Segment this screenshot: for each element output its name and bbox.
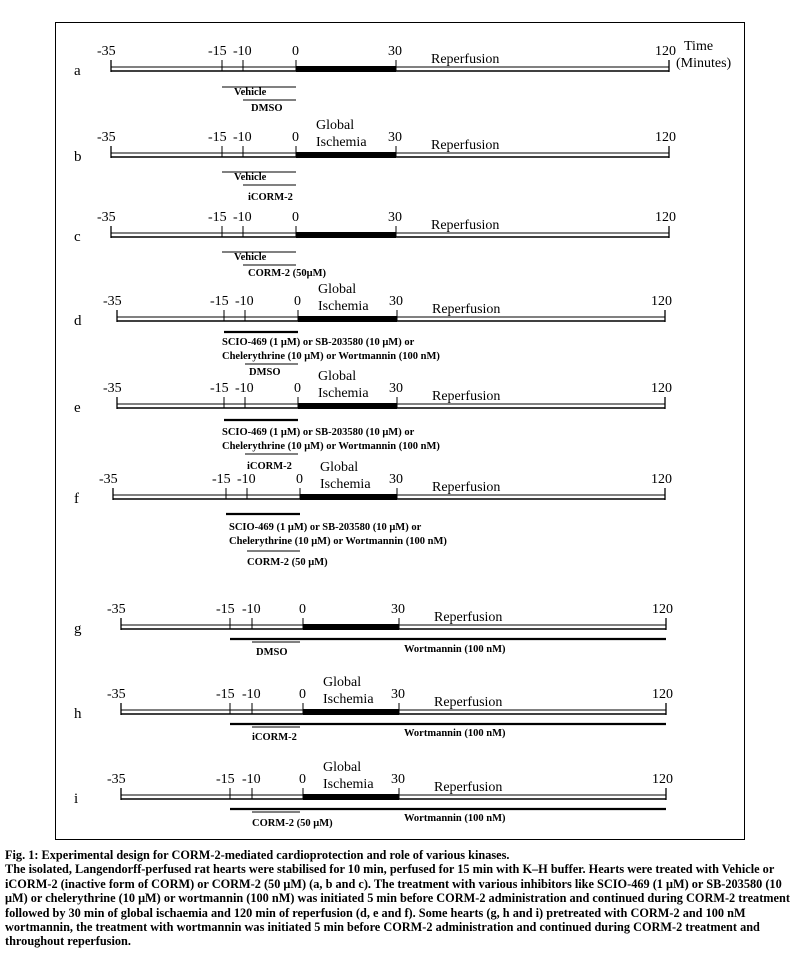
treatment-label-b-1: Vehicle — [234, 172, 267, 183]
treatment-label-a-3: DMSO — [251, 103, 283, 114]
ischemia-bar-g — [303, 624, 399, 630]
reperfusion-label-f: Reperfusion — [432, 480, 501, 495]
caption-title: Fig. 1: Experimental design for CORM-2-mediated cardioprotection and role of various kinases. — [5, 848, 510, 862]
reperfusion-label-g: Reperfusion — [434, 610, 503, 625]
ischemia-label-2-i: Ischemia — [323, 777, 374, 792]
reperfusion-label-a: Reperfusion — [431, 52, 500, 67]
treatment-label-f-4: CORM-2 (50 μM) — [247, 557, 328, 568]
tick-label-a-1: -15 — [208, 44, 227, 59]
tick-label-a-0: -35 — [97, 44, 116, 59]
ischemia-bar-e — [298, 403, 397, 409]
ischemia-bar-i — [303, 794, 399, 800]
row-letter-i: i — [74, 791, 79, 807]
treatment-label-i-2: Wortmannin (100 nM) — [404, 813, 506, 824]
tick-label-h-1: -15 — [216, 687, 235, 702]
tick-label-a-4: 30 — [388, 44, 402, 59]
ischemia-bar-h — [303, 709, 399, 715]
time-axis-label: Time — [684, 39, 714, 54]
row-letter-f: f — [74, 491, 79, 507]
treatment-label-i-1: CORM-2 (50 μM) — [252, 818, 333, 829]
tick-label-i-4: 30 — [391, 772, 405, 787]
treatment-label-g-2: Wortmannin (100 nM) — [404, 644, 506, 655]
tick-label-f-1: -15 — [212, 472, 231, 487]
tick-label-g-4: 30 — [391, 602, 405, 617]
tick-label-f-4: 30 — [389, 472, 403, 487]
row-letter-h: h — [74, 706, 82, 722]
ischemia-label-2-h: Ischemia — [323, 692, 374, 707]
timeline-diagram — [56, 23, 746, 841]
time-axis-unit: (Minutes) — [676, 56, 732, 71]
figure-frame — [55, 22, 745, 840]
tick-label-c-2: -10 — [233, 210, 252, 225]
ischemia-label-2-f: Ischemia — [320, 477, 371, 492]
ischemia-bar-d — [298, 316, 397, 322]
tick-label-f-0: -35 — [99, 472, 118, 487]
treatment-label-e-1: SCIO-469 (1 μM) or SB-203580 (10 μM) or — [222, 427, 415, 438]
tick-label-c-3: 0 — [292, 210, 299, 225]
row-letter-b: b — [74, 149, 82, 165]
ischemia-bar-b — [296, 152, 396, 158]
tick-label-d-2: -10 — [235, 294, 254, 309]
tick-label-b-1: -15 — [208, 130, 227, 145]
tick-label-b-0: -35 — [97, 130, 116, 145]
tick-label-i-3: 0 — [299, 772, 306, 787]
treatment-label-e-4: iCORM-2 — [247, 461, 292, 472]
figure-caption — [5, 848, 799, 949]
tick-label-h-2: -10 — [242, 687, 261, 702]
tick-label-i-1: -15 — [216, 772, 235, 787]
ischemia-label-1-d: Global — [318, 282, 357, 297]
reperfusion-label-h: Reperfusion — [434, 695, 503, 710]
ischemia-label-1-i: Global — [323, 760, 362, 775]
treatment-label-f-1: SCIO-469 (1 μM) or SB-203580 (10 μM) or — [229, 522, 422, 533]
treatment-label-d-2: Chelerythrine (10 μM) or Wortmannin (100 nM) — [222, 351, 440, 362]
ischemia-label-1-f: Global — [320, 460, 359, 475]
tick-label-c-1: -15 — [208, 210, 227, 225]
tick-label-d-3: 0 — [294, 294, 301, 309]
treatment-label-c-1: Vehicle — [234, 252, 267, 263]
treatment-label-b-3: iCORM-2 — [248, 192, 293, 203]
reperfusion-label-b: Reperfusion — [431, 138, 500, 153]
tick-label-h-3: 0 — [299, 687, 306, 702]
tick-label-f-3: 0 — [296, 472, 303, 487]
tick-label-b-4: 30 — [388, 130, 402, 145]
tick-label-h-4: 30 — [391, 687, 405, 702]
tick-label-g-2: -10 — [242, 602, 261, 617]
reperfusion-label-d: Reperfusion — [432, 302, 501, 317]
tick-label-d-1: -15 — [210, 294, 229, 309]
tick-label-i-0: -35 — [107, 772, 126, 787]
reperfusion-label-e: Reperfusion — [432, 389, 501, 404]
tick-label-d-4: 30 — [389, 294, 403, 309]
row-letter-d: d — [74, 313, 82, 329]
ischemia-label-1-b: Global — [316, 118, 355, 133]
tick-label-e-4: 30 — [389, 381, 403, 396]
treatment-label-f-2: Chelerythrine (10 μM) or Wortmannin (100 nM) — [229, 536, 447, 547]
tick-label-e-3: 0 — [294, 381, 301, 396]
row-letter-a: a — [74, 63, 81, 79]
tick-label-f-5: 120 — [651, 472, 672, 487]
treatment-label-h-2: Wortmannin (100 nM) — [404, 728, 506, 739]
tick-label-a-2: -10 — [233, 44, 252, 59]
row-letter-e: e — [74, 400, 81, 416]
row-letter-g: g — [74, 621, 82, 637]
ischemia-bar-a — [296, 66, 396, 72]
tick-label-h-5: 120 — [652, 687, 673, 702]
caption-body: The isolated, Langendorff-perfused rat hearts were stabilised for 10 min, perfused for 15 min with K–H buffer. Hearts were treated with Vehicle or iCORM-2 (inactive form of CORM) or CORM-2 (50 μM) (a, b and c). The treatment with various inhibitors like SCIO-469 (1 μM) or SB-203580 (10 μM) or chelerythrine (10 μM) or wortmannin (100 nM) was initiated 5 min before CORM-2 administration and continued during CORM-2 treatment followed by 30 min of global ischaemia and 120 min of reperfusion (d, e and f). Some hearts (g, h and i) pretreated with CORM-2 and 100 nM wortmannin, the treatment with wortmannin was initiated 5 min before CORM-2 administration and continued during CORM-2 treatment and throughout reperfusion. — [5, 862, 790, 949]
tick-label-a-5: 120 — [655, 44, 676, 59]
treatment-label-g-1: DMSO — [256, 647, 288, 658]
tick-label-g-1: -15 — [216, 602, 235, 617]
tick-label-c-4: 30 — [388, 210, 402, 225]
tick-label-g-5: 120 — [652, 602, 673, 617]
ischemia-label-2-e: Ischemia — [318, 386, 369, 401]
row-letter-c: c — [74, 229, 81, 245]
tick-label-d-5: 120 — [651, 294, 672, 309]
tick-label-b-5: 120 — [655, 130, 676, 145]
tick-label-h-0: -35 — [107, 687, 126, 702]
tick-label-d-0: -35 — [103, 294, 122, 309]
reperfusion-label-i: Reperfusion — [434, 780, 503, 795]
ischemia-label-1-e: Global — [318, 369, 357, 384]
tick-label-c-5: 120 — [655, 210, 676, 225]
tick-label-e-5: 120 — [651, 381, 672, 396]
tick-label-g-0: -35 — [107, 602, 126, 617]
tick-label-e-1: -15 — [210, 381, 229, 396]
treatment-label-a-1: Vehicle — [234, 87, 267, 98]
ischemia-bar-c — [296, 232, 396, 238]
treatment-label-c-3: CORM-2 (50μM) — [248, 268, 326, 279]
ischemia-label-2-d: Ischemia — [318, 299, 369, 314]
tick-label-b-2: -10 — [233, 130, 252, 145]
tick-label-a-3: 0 — [292, 44, 299, 59]
treatment-label-d-1: SCIO-469 (1 μM) or SB-203580 (10 μM) or — [222, 337, 415, 348]
tick-label-f-2: -10 — [237, 472, 256, 487]
tick-label-b-3: 0 — [292, 130, 299, 145]
ischemia-label-2-b: Ischemia — [316, 135, 367, 150]
tick-label-e-0: -35 — [103, 381, 122, 396]
ischemia-label-1-h: Global — [323, 675, 362, 690]
tick-label-i-2: -10 — [242, 772, 261, 787]
ischemia-bar-f — [300, 494, 397, 500]
treatment-label-d-4: DMSO — [249, 367, 281, 378]
tick-label-e-2: -10 — [235, 381, 254, 396]
treatment-label-h-1: iCORM-2 — [252, 732, 297, 743]
tick-label-g-3: 0 — [299, 602, 306, 617]
tick-label-c-0: -35 — [97, 210, 116, 225]
treatment-label-e-2: Chelerythrine (10 μM) or Wortmannin (100 nM) — [222, 441, 440, 452]
tick-label-i-5: 120 — [652, 772, 673, 787]
reperfusion-label-c: Reperfusion — [431, 218, 500, 233]
